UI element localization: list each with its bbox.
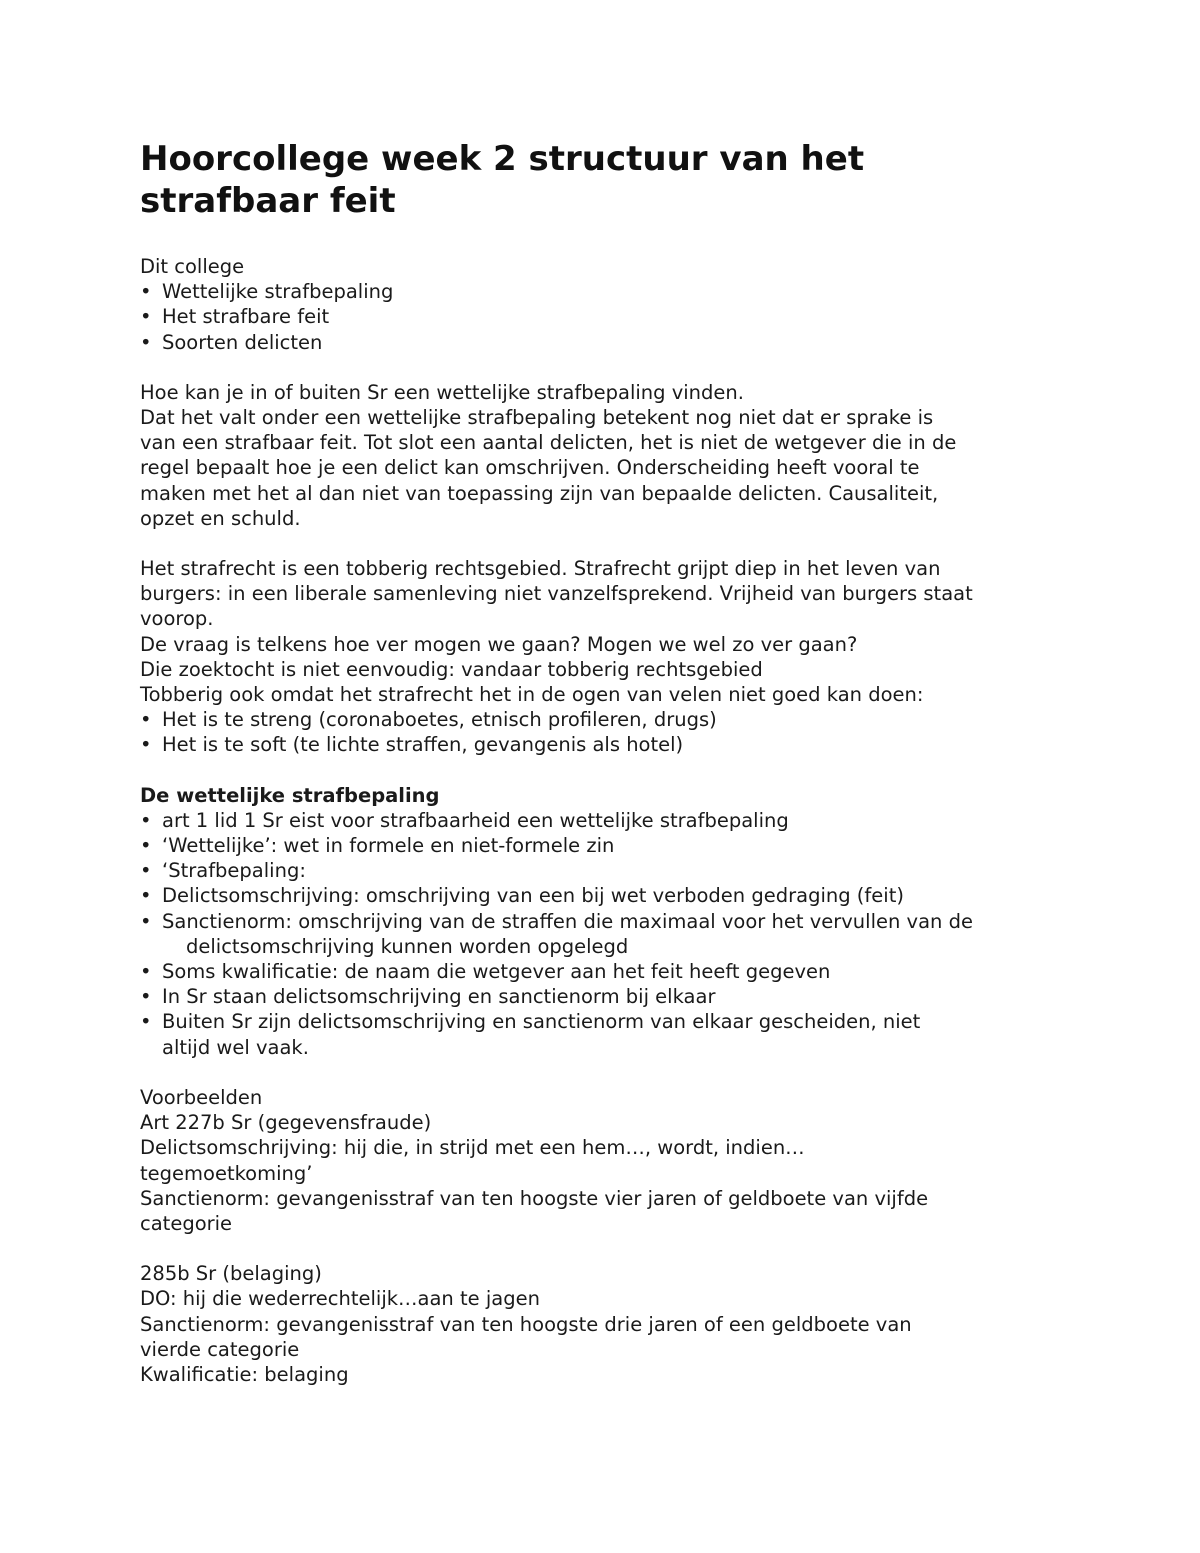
- paragraph-line: opzet en schuld.: [140, 506, 301, 530]
- paragraph-line: Dat het valt onder een wettelijke strafbepaling betekent nog niet dat er sprake is: [140, 406, 934, 430]
- title-line: Hoorcollege week 2 structuur van het: [140, 139, 865, 179]
- paragraph-line: regel bepaalt hoe je een delict kan omschrijven. Onderscheiding heeft vooral te: [140, 456, 920, 480]
- list-item-continuation: delictsomschrijving kunnen worden opgelegd: [186, 934, 629, 958]
- examples-belaging: [140, 1261, 1070, 1387]
- list-item: • In Sr staan delictsomschrijving en sanctienorm bij elkaar: [140, 984, 1070, 1009]
- paragraph-line: De vraag is telkens hoe ver mogen we gaan? Mogen we wel zo ver gaan?: [140, 632, 858, 656]
- list-item: • Wettelijke strafbepaling: [140, 279, 1070, 304]
- intro-section: [140, 254, 1070, 355]
- paragraph-line: van een strafbaar feit. Tot slot een aantal delicten, het is niet de wetgever die in de: [140, 431, 957, 455]
- paragraph-line: Tobberig ook omdat het strafrecht het in de ogen van velen niet goed kan doen:: [140, 683, 924, 707]
- list-item: • ‘Strafbepaling:: [140, 858, 1070, 883]
- section-heading: De wettelijke strafbepaling: [140, 783, 440, 807]
- section-wettelijke-strafbepaling: [140, 783, 1070, 1060]
- paragraph-strafrecht: [140, 556, 1070, 758]
- paragraph-line: Het strafrecht is een tobberig rechtsgebied. Strafrecht grijpt diep in het leven van: [140, 557, 941, 581]
- title-line: strafbaar feit: [140, 181, 396, 221]
- list-item: • art 1 lid 1 Sr eist voor strafbaarheid een wettelijke strafbepaling: [140, 808, 1070, 833]
- list-item: • Het strafbare feit: [140, 304, 1070, 329]
- list-item: • Soorten delicten: [140, 330, 1070, 355]
- strafbepaling-list: [140, 808, 1070, 1060]
- document-title: [140, 138, 1070, 222]
- paragraph-line: Voorbeelden: [140, 1085, 263, 1109]
- document-page: [140, 138, 1070, 1412]
- list-item: • Soms kwalificatie: de naam die wetgever aan het feit heeft gegeven: [140, 959, 1070, 984]
- paragraph-line: tegemoetkoming’: [140, 1161, 313, 1185]
- paragraph-line: Art 227b Sr (gegevensfraude): [140, 1111, 432, 1135]
- list-item: • Het is te streng (coronaboetes, etnisch profileren, drugs): [140, 707, 1070, 732]
- paragraph-line: Sanctienorm: gevangenisstraf van ten hoogste vier jaren of geldboete van vijfde: [140, 1186, 929, 1210]
- list-item: • Het is te soft (te lichte straffen, gevangenis als hotel): [140, 732, 1070, 757]
- paragraph-line: burgers: in een liberale samenleving niet vanzelfsprekend. Vrijheid van burgers staat: [140, 582, 973, 606]
- list-item: • ‘Wettelijke’: wet in formele en niet-formele zin: [140, 833, 1070, 858]
- examples-gegevensfraude: [140, 1085, 1070, 1236]
- paragraph-line: Hoe kan je in of buiten Sr een wettelijke strafbepaling vinden.: [140, 380, 744, 404]
- strafrecht-list: [140, 707, 1070, 757]
- list-item-text: • Buiten Sr zijn delictsomschrijving en sanctienorm van elkaar gescheiden, niet: [162, 1010, 921, 1034]
- list-item: [140, 1009, 1070, 1059]
- paragraph-line: DO: hij die wederrechtelijk…aan te jagen: [140, 1287, 540, 1311]
- intro-list: [140, 279, 1070, 355]
- paragraph-line: maken met het al dan niet van toepassing zijn van bepaalde delicten. Causaliteit,: [140, 481, 939, 505]
- list-item: • Delictsomschrijving: omschrijving van een bij wet verboden gedraging (feit): [140, 883, 1070, 908]
- paragraph-line: 285b Sr (belaging): [140, 1262, 322, 1286]
- paragraph-line: vierde categorie: [140, 1337, 300, 1361]
- paragraph-line: Kwalificatie: belaging: [140, 1362, 349, 1386]
- list-item-continuation: altijd wel vaak.: [162, 1035, 309, 1059]
- paragraph-line: voorop.: [140, 607, 214, 631]
- paragraph-line: Delictsomschrijving: hij die, in strijd met een hem…, wordt, indien…: [140, 1136, 805, 1160]
- paragraph-line: categorie: [140, 1211, 233, 1235]
- paragraph-line: Sanctienorm: gevangenisstraf van ten hoogste drie jaren of een geldboete van: [140, 1312, 912, 1336]
- paragraph-line: Die zoektocht is niet eenvoudig: vandaar tobberig rechtsgebied: [140, 657, 763, 681]
- list-item: [140, 909, 1070, 959]
- list-item-text: • Sanctienorm: omschrijving van de straffen die maximaal voor het vervullen van de: [162, 909, 973, 933]
- paragraph-overview: [140, 380, 1070, 531]
- intro-heading: Dit college: [140, 255, 245, 278]
